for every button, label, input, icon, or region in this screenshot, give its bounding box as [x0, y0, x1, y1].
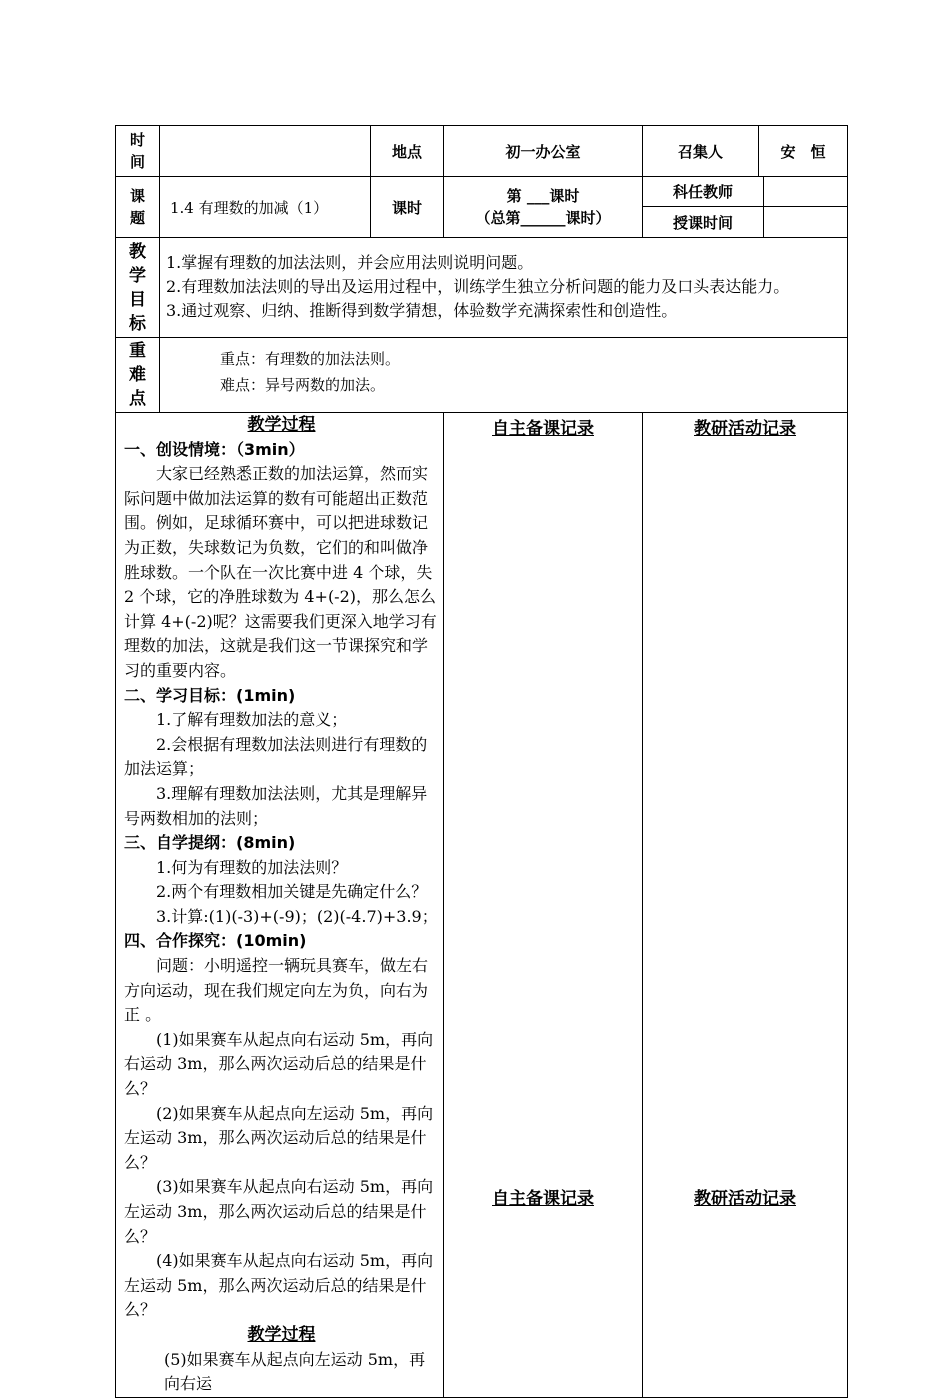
- lesson-value-line2: （总第______课时）: [475, 209, 611, 227]
- section-1-title: 一、创设情境：（3min）: [124, 439, 305, 459]
- research-heading-repeat-wrap: [643, 1184, 847, 1209]
- research-column: [643, 413, 848, 1398]
- place-label: 地点: [371, 126, 444, 177]
- section-4-item-3: (3)如果赛车从起点向右运动 5m，再向左运动 3m，那么两次运动后总的结果是什么？: [124, 1177, 434, 1246]
- teacher-value: [764, 177, 848, 207]
- self-prep-heading-repeat-wrap: [444, 1184, 642, 1209]
- section-4-item-5: (5)如果赛车从起点向左运动 5m，再向右运: [164, 1349, 426, 1394]
- section-4-item-4: (4)如果赛车从起点向右运动 5m，再向左运动 5m，那么两次运动后总的结果是什么？: [124, 1251, 434, 1320]
- teacher-label: 科任教师: [643, 177, 764, 207]
- goals-label: 教 学 目 标: [116, 238, 160, 338]
- lesson-label: 课时: [371, 177, 444, 238]
- section-2-item-2: 2.会根据有理数加法法则进行有理数的加法运算；: [124, 734, 428, 779]
- header-row-1: [116, 126, 848, 177]
- section-1-text: 大家已经熟悉正数的加法运算，然而实际问题中做加法运算的数有可能超出正数范围。例如，足球循环赛中，可以把进球数记为正数，失球数记为负数，它们的和叫做净胜球数。一个队在一次比赛中进 4 个球，失 2 个球，它的净胜球数为 4+(-2)，那么怎么计算 4+(-2)呢？这需要我们更深入地学习有理数的加法，这就是我们这一节课探究和学习的重要内容。: [124, 464, 437, 680]
- self-prep-heading-repeat: 自主备课记录: [492, 1189, 594, 1209]
- class-time-value: [764, 207, 848, 238]
- header-row-2a: [116, 177, 848, 207]
- research-heading: 教研活动记录: [694, 419, 797, 439]
- process-heading: 教学过程: [247, 415, 316, 435]
- class-time-label: 授课时间: [643, 207, 764, 238]
- section-3-item-1: 1.何为有理数的加法法则？: [156, 857, 348, 877]
- section-2-item-1: 1.了解有理数加法的意义；: [156, 710, 348, 730]
- goals-content: [160, 238, 848, 338]
- time-value: [160, 126, 371, 177]
- goal-item-1: 1.掌握有理数的加法法则，并会应用法则说明问题。: [166, 252, 534, 272]
- section-2-title: 二、学习目标：(1min): [124, 685, 296, 705]
- self-prep-column: [444, 413, 643, 1398]
- research-heading-repeat: 教研活动记录: [694, 1189, 797, 1209]
- section-3-title: 三、自学提纲：(8min): [124, 833, 296, 853]
- key-points-row: [116, 338, 848, 413]
- section-2-item-3: 3.理解有理数加法法则，尤其是理解异号两数相加的法则；: [124, 783, 428, 828]
- self-prep-heading: 自主备课记录: [492, 419, 594, 439]
- process-heading-repeat: 教学过程: [247, 1324, 316, 1345]
- difficult-point: 难点：异号两数的加法。: [220, 376, 386, 394]
- goals-row: [116, 238, 848, 338]
- convener-value: 安 恒: [759, 126, 848, 177]
- process-row: [116, 413, 848, 1398]
- section-3-item-3: 3.计算:(1)(-3)+(-9)；(2)(-4.7)+3.9；: [156, 906, 438, 926]
- section-4-title: 四、合作探究：(10min): [124, 931, 307, 951]
- lesson-value-line1: 第 ___课时: [506, 187, 580, 205]
- section-4-item-1: (1)如果赛车从起点向右运动 5m，再向右运动 3m，那么两次运动后总的结果是什么？: [124, 1029, 434, 1099]
- key-points-label: 重 难 点: [116, 338, 160, 413]
- section-4-item-2: (2)如果赛车从起点向左运动 5m，再向左运动 3m，那么两次运动后总的结果是什么？: [124, 1103, 434, 1172]
- lesson-plan-sheet: [115, 125, 847, 1398]
- topic-label: 课 题: [116, 177, 160, 238]
- process-column: [116, 413, 444, 1398]
- key-points-content: [160, 338, 848, 413]
- goal-item-2: 2.有理数加法法则的导出及运用过程中，训练学生独立分析问题的能力及口头表达能力。: [166, 276, 790, 296]
- goal-item-3: 3.通过观察、归纳、推断得到数学猜想，体验数学充满探索性和创造性。: [166, 300, 678, 320]
- lesson-value: [444, 177, 643, 238]
- section-4-intro: 问题：小明遥控一辆玩具赛车，做左右方向运动，现在我们规定向左为负，向右为正 。: [124, 956, 429, 1025]
- time-label: 时 间: [116, 126, 160, 177]
- lesson-plan-table: [115, 125, 848, 1398]
- topic-value: 1.4 有理数的加减（1）: [160, 177, 371, 238]
- place-value: 初一办公室: [444, 126, 643, 177]
- section-3-item-2: 2.两个有理数相加关键是先确定什么？: [156, 882, 428, 902]
- key-point: 重点：有理数的加法法则。: [220, 350, 401, 368]
- convener-label: 召集人: [643, 126, 759, 177]
